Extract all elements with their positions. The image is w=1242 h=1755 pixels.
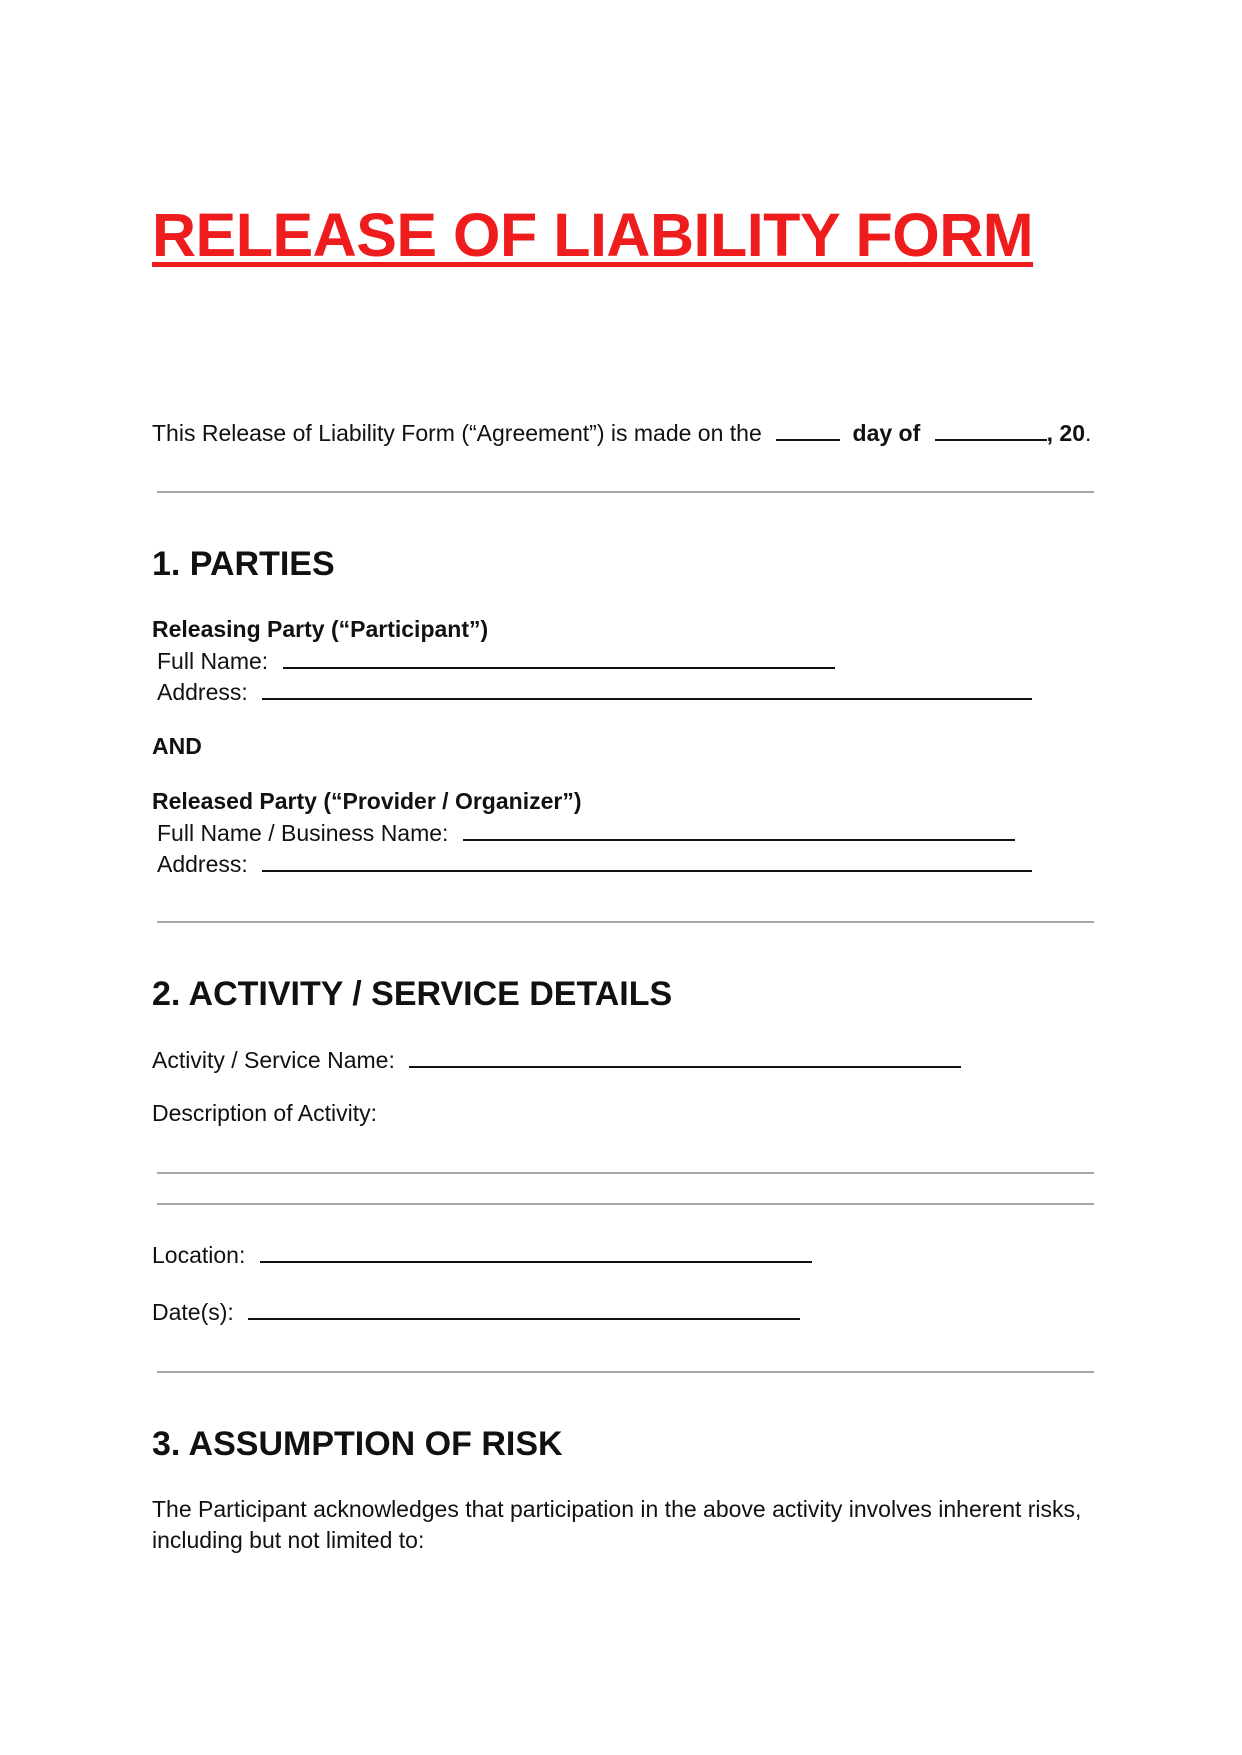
released-address-field[interactable] <box>262 848 1032 872</box>
releasing-full-name-field[interactable] <box>283 645 835 669</box>
day-field[interactable] <box>776 417 840 441</box>
divider-2 <box>157 921 1094 923</box>
divider-3 <box>157 1371 1094 1373</box>
location-label: Location: <box>152 1242 246 1268</box>
releasing-party-label: Releasing Party (“Participant”) <box>152 616 489 642</box>
activity-name-field[interactable] <box>409 1044 961 1068</box>
releasing-address-field[interactable] <box>262 676 1032 700</box>
released-party-label: Released Party (“Provider / Organizer”) <box>152 788 582 814</box>
intro-period: . <box>1085 420 1092 446</box>
releasing-address-row <box>157 676 1032 707</box>
location-row <box>152 1239 812 1270</box>
releasing-full-name-label: Full Name: <box>157 648 269 674</box>
intro-line <box>152 417 1091 448</box>
description-line-1[interactable] <box>157 1172 1094 1174</box>
released-address-row <box>157 848 1032 879</box>
dates-label: Date(s): <box>152 1299 234 1325</box>
description-label: Description of Activity: <box>152 1100 377 1126</box>
dates-row <box>152 1296 800 1327</box>
risk-paragraph-line-1: The Participant acknowledges that participation in the above activity involves inherent risks, <box>152 1496 1082 1522</box>
section-3-heading: 3. ASSUMPTION OF RISK <box>152 1425 563 1463</box>
section-1-heading: 1. PARTIES <box>152 545 335 583</box>
month-field[interactable] <box>935 417 1047 441</box>
description-line-2[interactable] <box>157 1203 1094 1205</box>
released-full-name-field[interactable] <box>463 817 1015 841</box>
location-field[interactable] <box>260 1239 812 1263</box>
releasing-address-label: Address: <box>157 679 248 705</box>
activity-name-label: Activity / Service Name: <box>152 1047 395 1073</box>
divider-1 <box>157 491 1094 493</box>
releasing-full-name-row <box>157 645 835 676</box>
risk-paragraph-line-2: including but not limited to: <box>152 1527 425 1553</box>
year-prefix-label: , 20 <box>1046 420 1086 446</box>
intro-text: This Release of Liability Form (“Agreement”) is made on the <box>152 420 762 446</box>
and-label: AND <box>152 733 202 759</box>
released-full-name-label: Full Name / Business Name: <box>157 820 449 846</box>
dates-field[interactable] <box>248 1296 800 1320</box>
released-address-label: Address: <box>157 851 248 877</box>
form-title: RELEASE OF LIABILITY FORM <box>152 201 1034 269</box>
section-2-heading: 2. ACTIVITY / SERVICE DETAILS <box>152 975 673 1013</box>
activity-name-row <box>152 1044 961 1075</box>
released-full-name-row <box>157 817 1015 848</box>
day-of-label: day of <box>852 420 921 446</box>
